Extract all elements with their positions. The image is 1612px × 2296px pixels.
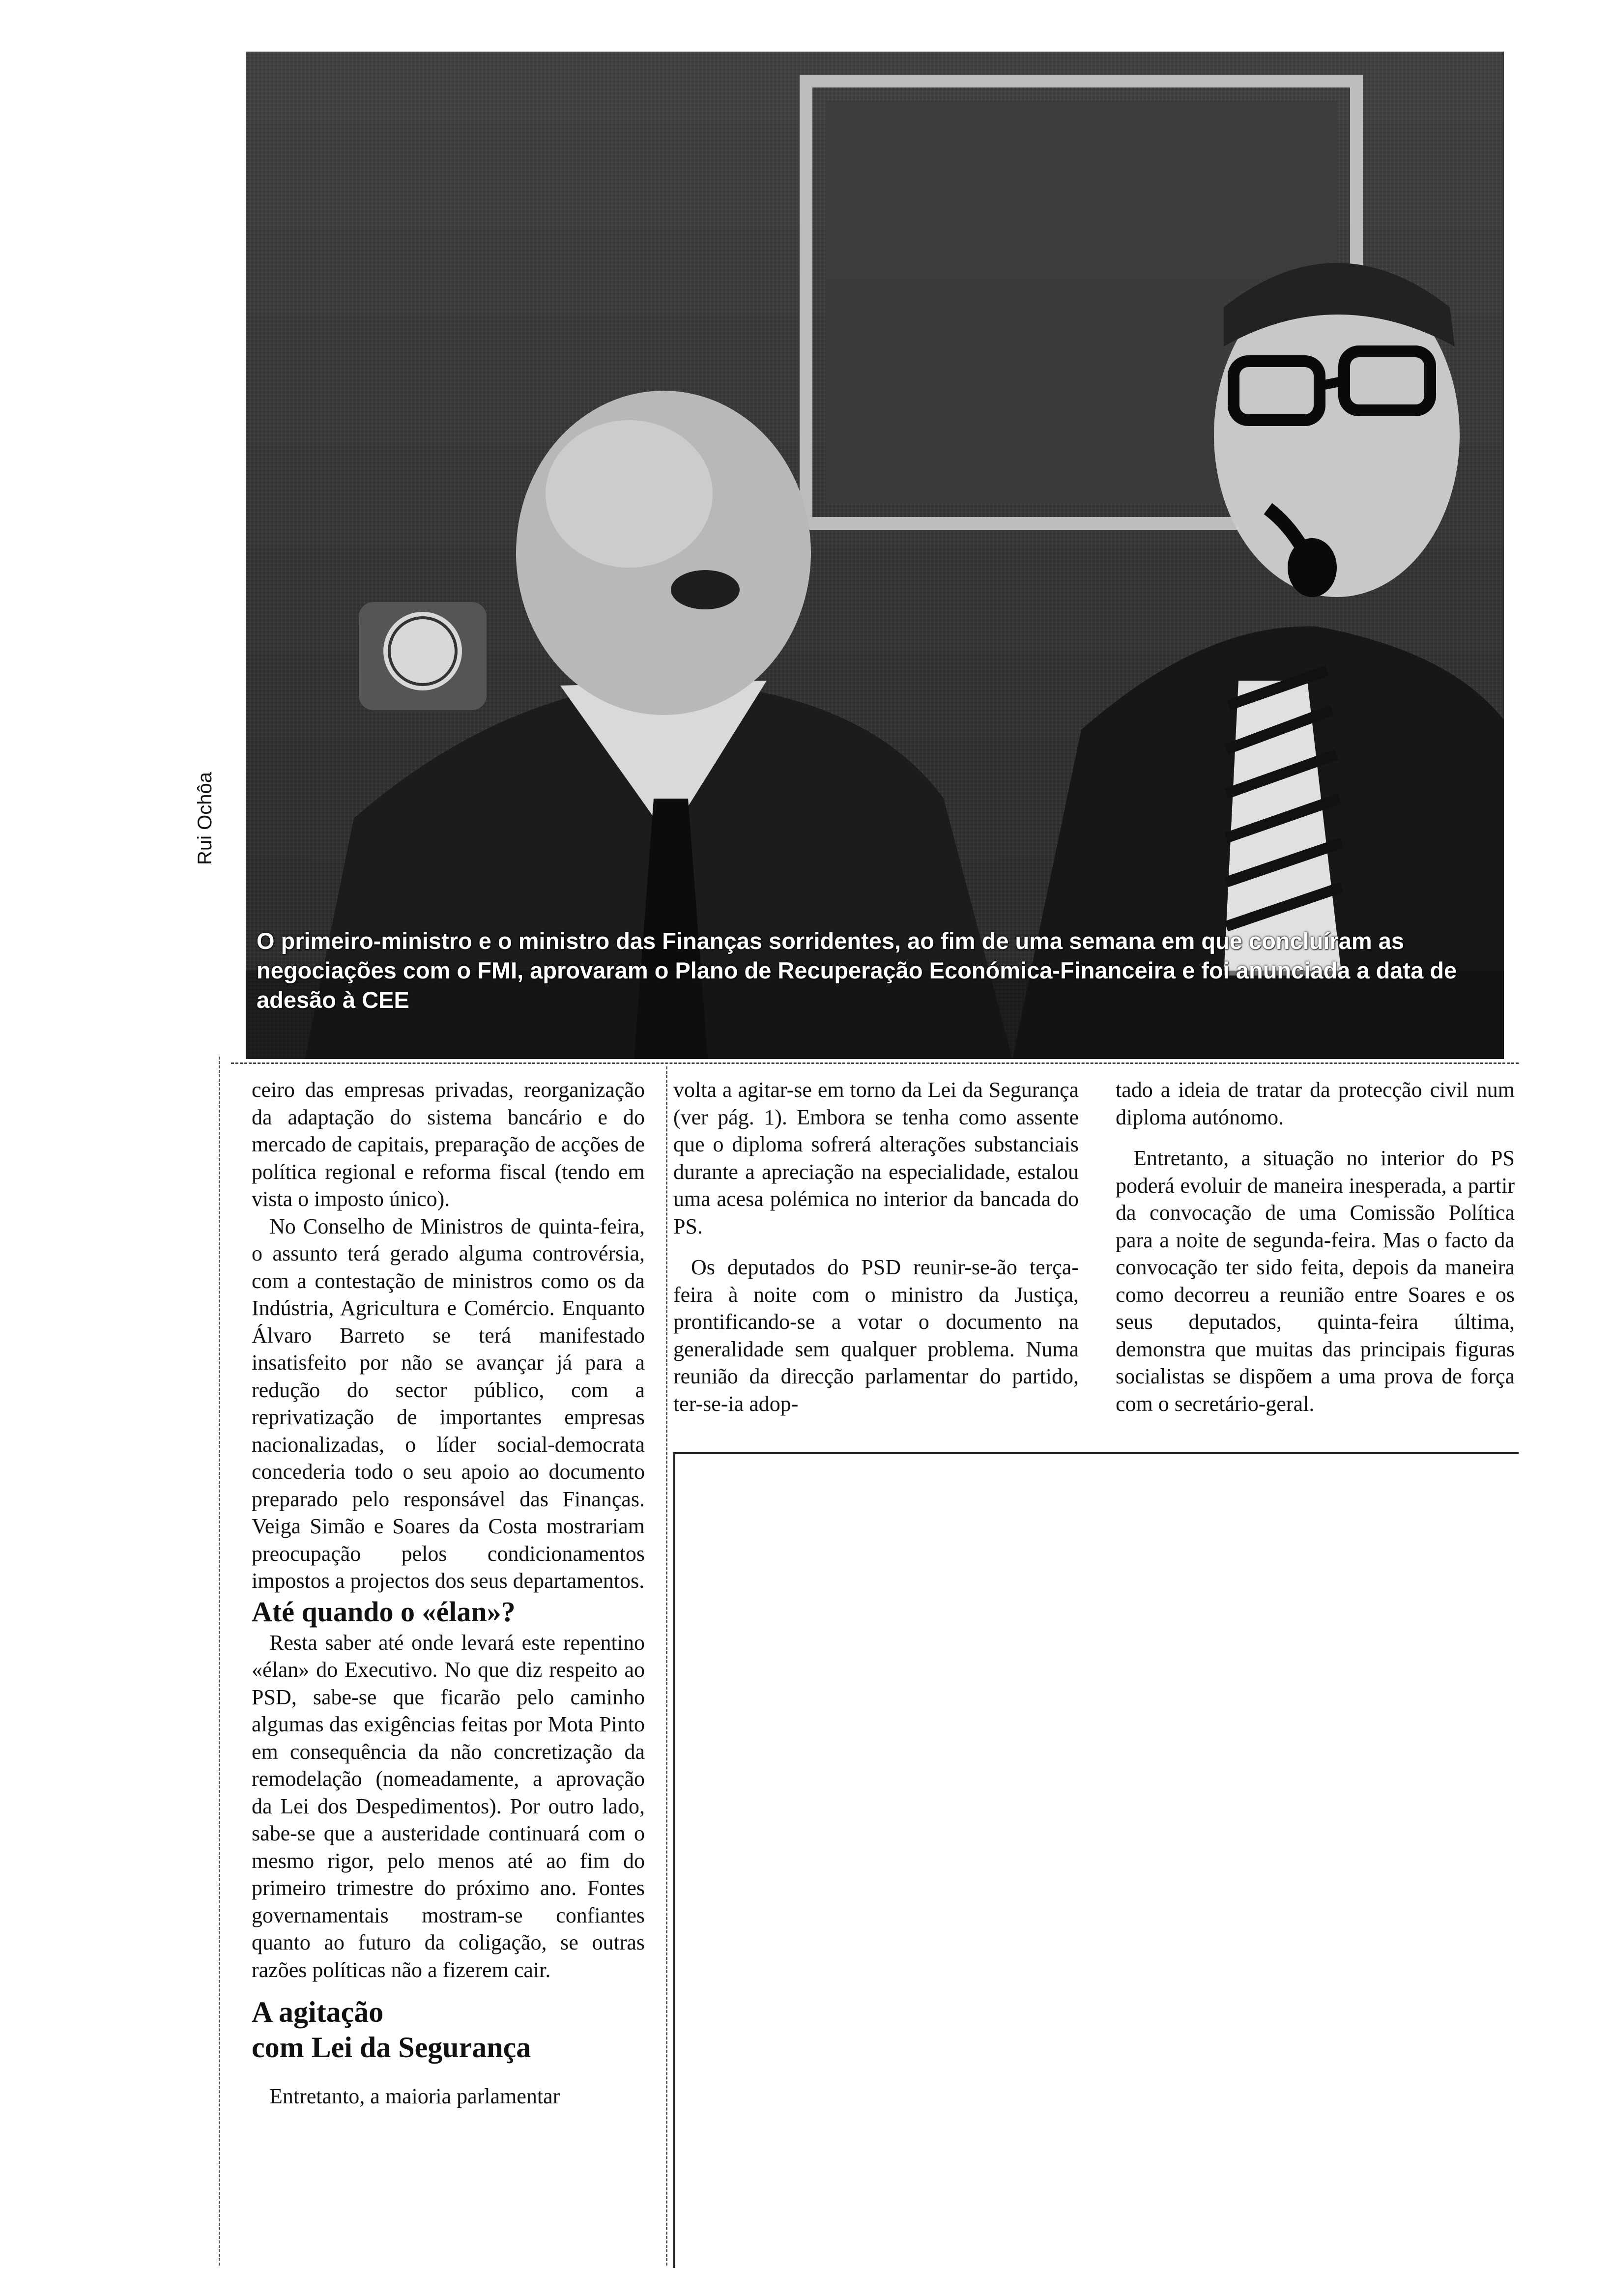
- column-cut-line: [666, 1066, 667, 2266]
- left-cut-line: [219, 1057, 220, 2266]
- article-column-3: [1116, 1076, 1515, 1417]
- column2-paragraph-2: Os deputados do PSD reunir-se-ão terça-feira à noite com o ministro da Justiça, prontificando-se a votar o documento na generalidade sem qualquer problema. Numa reunião da direcção parlamentar do partido, ter-se-ia adop-: [673, 1255, 1079, 1416]
- column3-paragraph-2: Entretanto, a situação no interior do PS poderá evoluir de maneira inesperada, a partir da convocação de uma Comissão Política para a noite de segunda-feira. Mas o facto da convocação ter sido feita, depois da maneira como decorreu a reunião entre Soares e os seus deputados, quinta-feira última, demonstra que muitas das principais figuras socialistas se dispõem a uma prova de força com o secretário-geral.: [1116, 1146, 1515, 1416]
- photo-image: [246, 52, 1504, 1059]
- column1-paragraph-4: Entretanto, a maioria parlamentar: [269, 2084, 560, 2108]
- subhead-elan: Até quando o «élan»?: [252, 1595, 516, 1628]
- article-column-1: [252, 1076, 645, 2110]
- photo-caption: O primeiro-ministro e o ministro das Finanças sorridentes, ao fim de uma semana em que concluíram as negociações com o FMI, aprovaram o Plano de Recuperação Económica-Financeira e foi anunciada a data de adesão à CEE: [257, 928, 1457, 1013]
- column1-paragraph-1: ceiro das empresas privadas, reorganização da adaptação do sistema bancário e do mercado de capitais, preparação de acções de política regional e reforma fiscal (tendo em vista o imposto único).: [252, 1078, 645, 1211]
- column1-paragraph-2: No Conselho de Ministros de quinta-feira, o assunto terá gerado alguma controvérsia, com a contestação de ministros como os da Indústria, Agricultura e Comércio. Enquanto Álvaro Barreto se terá manifestado insatisfeito por não se avançar já para a redução do sector público, com a reprivatização de importantes empresas nacionalizadas, o líder social-democrata concederia todo o seu apoio ao documento preparado pelo responsável das Finanças. Veiga Simão e Soares da Costa mostrariam preocupação pelos condicionamentos impostos a projectos dos seus departamentos.: [252, 1214, 645, 1593]
- subhead-agitacao-line-1: A agitação: [252, 1996, 384, 2028]
- photo-credit: Rui Ochôa: [194, 772, 216, 865]
- bottom-cut-line: [673, 1452, 1519, 1454]
- article-column-2: [673, 1076, 1079, 1417]
- column1-paragraph-3: Resta saber até onde levará este repentino «élan» do Executivo. No que diz respeito ao PSD, sabe-se que ficarão pelo caminho algumas das exigências feitas por Mota Pinto em consequência da não concretização da remodelação (nomeadamente, a aprovação da Lei dos Despedimentos). Por outro lado, sabe-se que a austeridade continuará com o mesmo rigor, pelo menos até ao fim do primeiro trimestre do próximo ano. Fontes governamentais mostram-se confiantes quanto ao futuro da coligação, se outras razões políticas não a fizerem cair.: [252, 1630, 645, 1982]
- right-cut-line: [673, 1452, 675, 2268]
- subhead-agitacao: [252, 1994, 645, 2065]
- subhead-agitacao-line-2: com Lei da Segurança: [252, 2031, 531, 2064]
- column2-paragraph-1: volta a agitar-se em torno da Lei da Segurança (ver pág. 1). Embora se tenha como assente que o diploma sofrerá alterações substanciais durante a apreciação na especialidade, estalou uma acesa polémica no interior da bancada do PS.: [673, 1078, 1079, 1238]
- column3-paragraph-1: tado a ideia de tratar da protecção civil num diploma autónomo.: [1116, 1078, 1515, 1129]
- top-cut-line: [231, 1062, 1519, 1064]
- news-photo: [246, 52, 1504, 1059]
